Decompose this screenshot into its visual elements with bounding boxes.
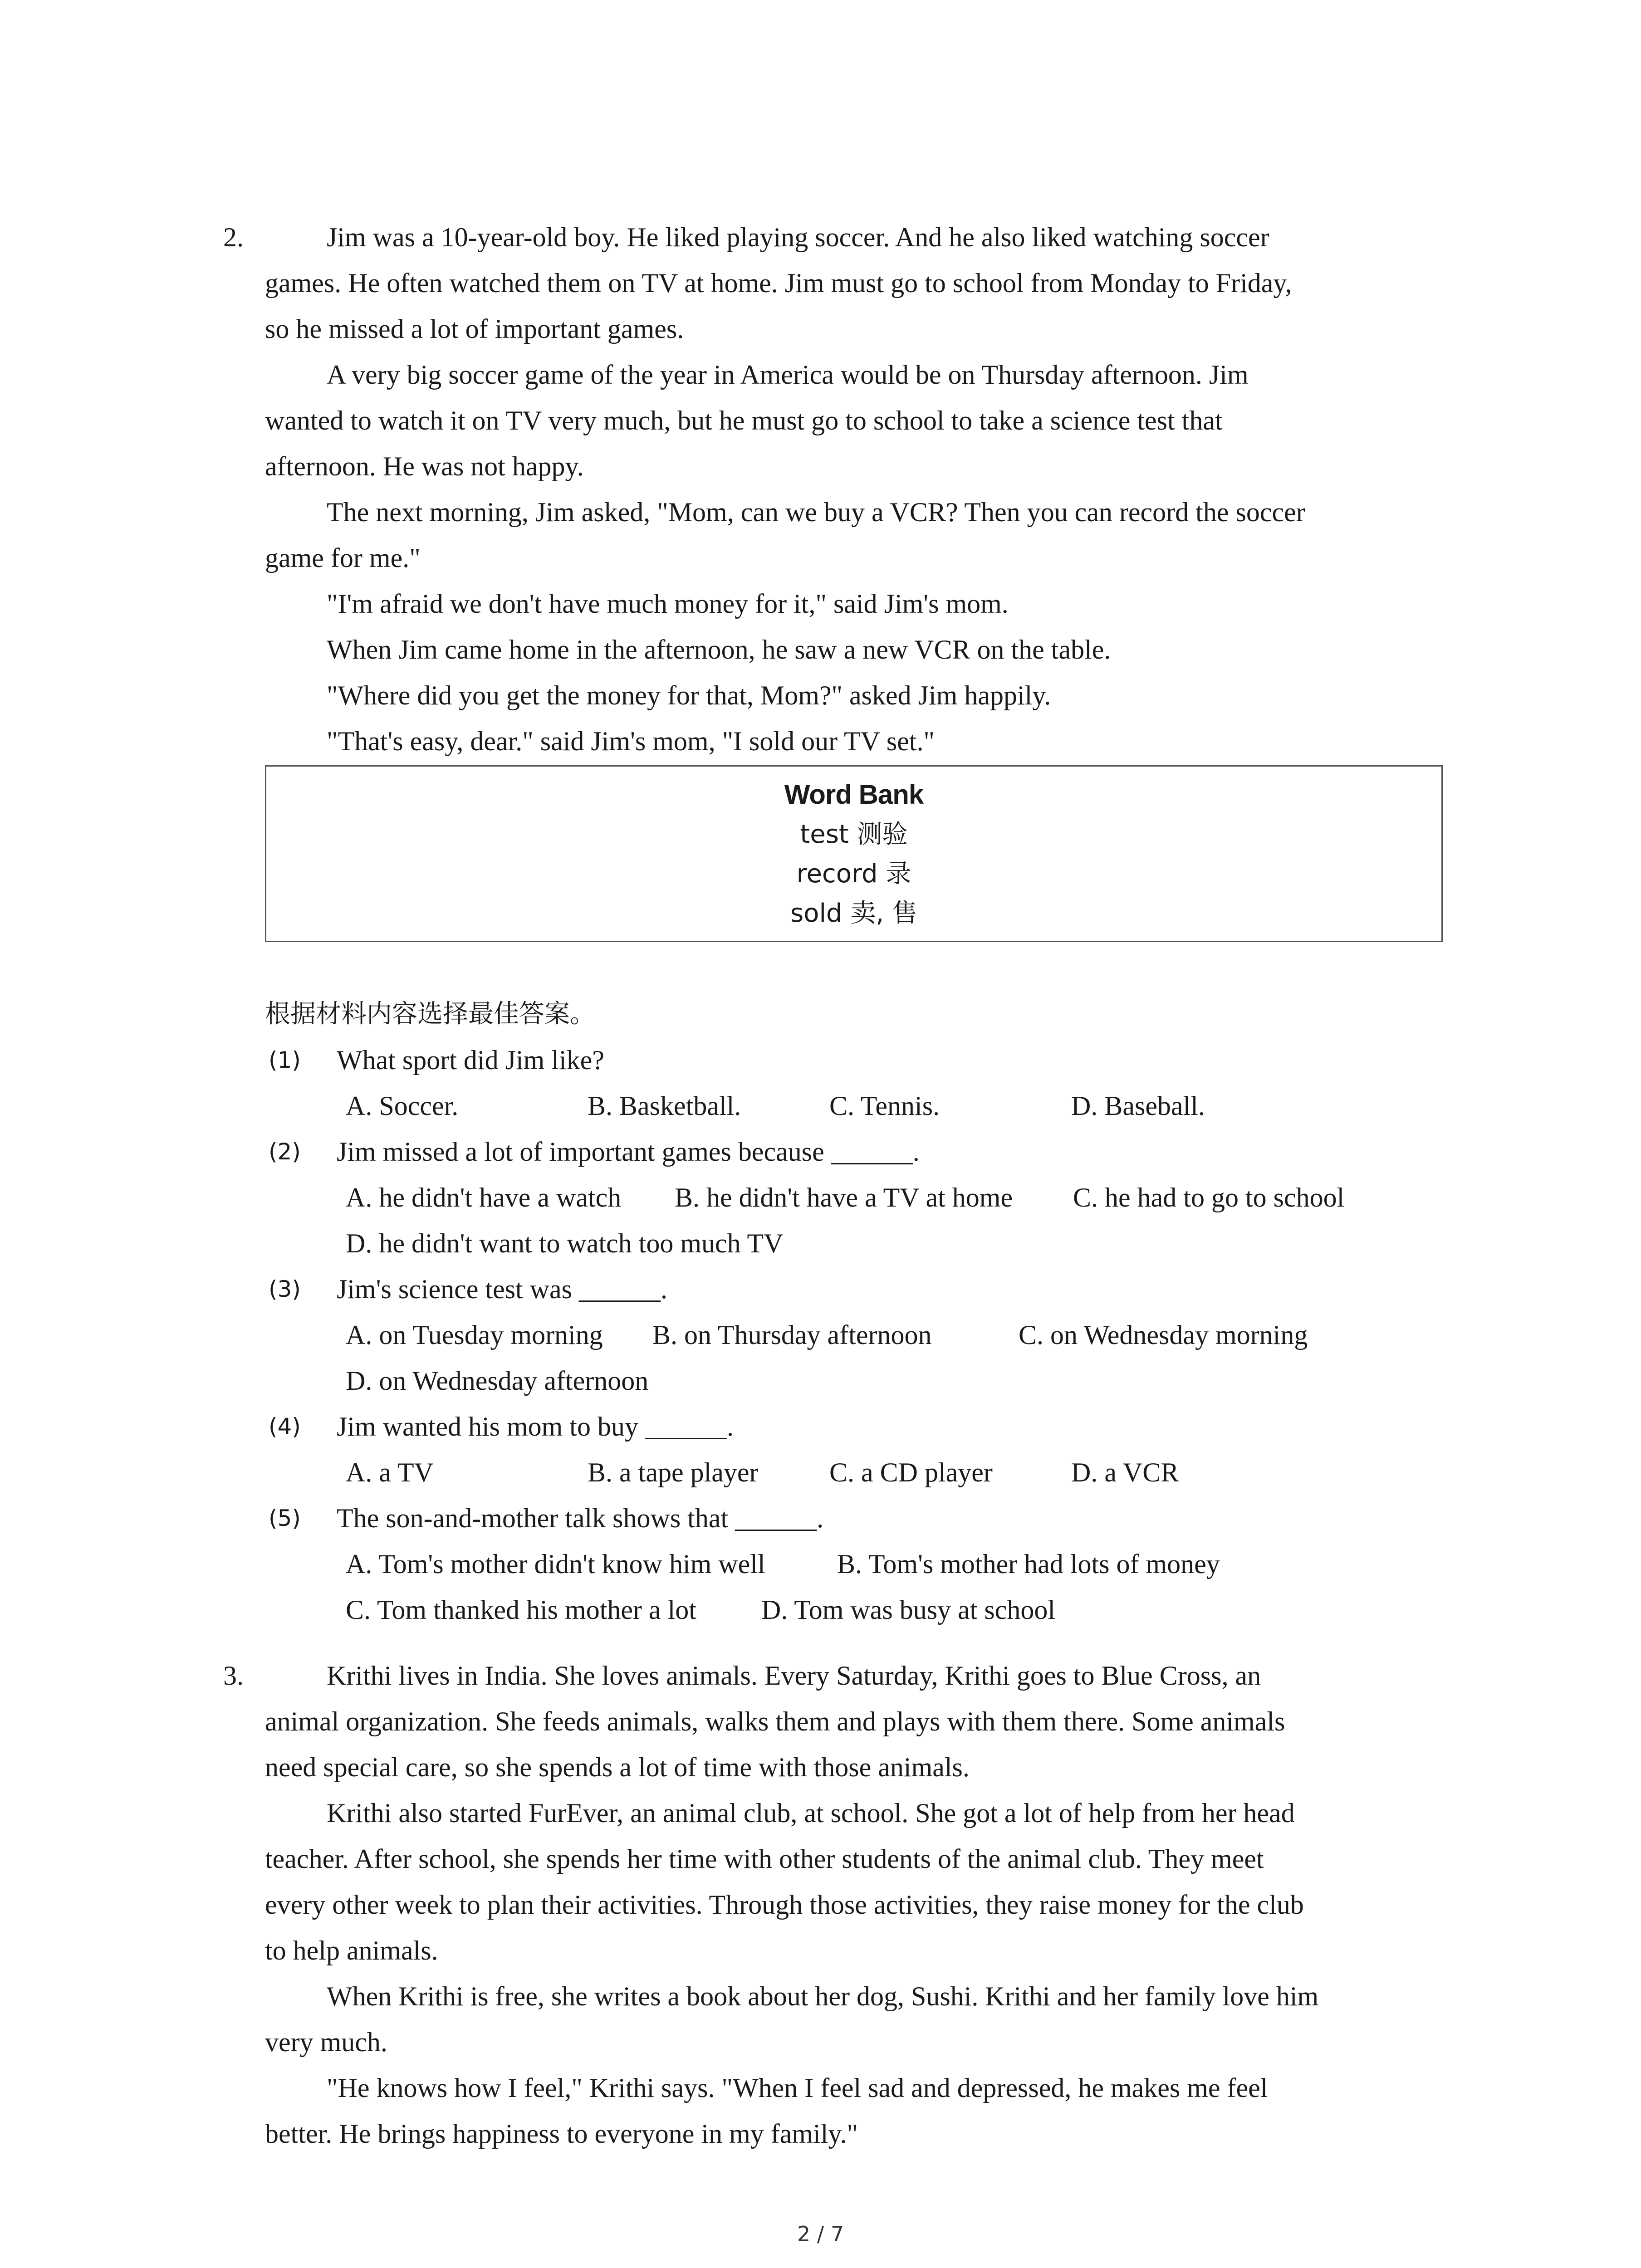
- passage-line: games. He often watched them on TV at home. Jim must go to school from Monday to Friday,: [265, 268, 1292, 298]
- answer-option: D. a VCR: [1071, 1457, 1179, 1487]
- passage-line: Jim was a 10-year-old boy. He liked playing soccer. And he also liked watching soccer: [327, 222, 1269, 252]
- answer-option: B. he didn't have a TV at home: [675, 1183, 1013, 1212]
- passage-line: "He knows how I feel," Krithi says. "When I feel sad and depressed, he makes me feel: [327, 2073, 1268, 2103]
- answer-option: A. Tom's mother didn't know him well: [346, 1549, 765, 1579]
- sub-question-text: The son-and-mother talk shows that ______.: [337, 1503, 824, 1533]
- answer-option: A. he didn't have a watch: [346, 1183, 622, 1212]
- passage-line: so he missed a lot of important games.: [265, 314, 684, 344]
- passage-line: need special care, so she spends a lot of time with those animals.: [265, 1752, 970, 1782]
- sub-question-text: Jim missed a lot of important games because ______.: [337, 1137, 920, 1167]
- passage-line: animal organization. She feeds animals, walks them and plays with them there. Some animals: [265, 1706, 1285, 1736]
- answer-option: B. a tape player: [588, 1457, 759, 1487]
- sub-question-number: (2): [269, 1139, 301, 1165]
- passage-line: "That's easy, dear." said Jim's mom, "I sold our TV set.": [327, 726, 935, 756]
- passage-line: "Where did you get the money for that, Mom?" asked Jim happily.: [327, 680, 1051, 710]
- passage-line: wanted to watch it on TV very much, but he must go to school to take a science test that: [265, 406, 1223, 435]
- passage-line: "I'm afraid we don't have much money for it," said Jim's mom.: [327, 589, 1009, 619]
- passage-line: teacher. After school, she spends her time with other students of the animal club. They meet: [265, 1844, 1264, 1874]
- answer-option: A. a TV: [346, 1457, 434, 1487]
- question-number: 3.: [223, 1661, 244, 1691]
- answer-option: A. Soccer.: [346, 1091, 459, 1121]
- word-bank-title: Word Bank: [784, 779, 924, 810]
- sub-question-text: Jim's science test was ______.: [337, 1274, 668, 1304]
- passage-line: The next morning, Jim asked, "Mom, can we buy a VCR? Then you can record the soccer: [327, 497, 1305, 527]
- passage-line: very much.: [265, 2027, 387, 2057]
- word-bank-entry: test 测验: [800, 820, 908, 849]
- passage-line: When Krithi is free, she writes a book about her dog, Sushi. Krithi and her family love him: [327, 1981, 1319, 2011]
- answer-option: D. he didn't want to watch too much TV: [346, 1228, 784, 1258]
- answer-option: B. on Thursday afternoon: [652, 1320, 932, 1350]
- answer-option: D. on Wednesday afternoon: [346, 1366, 649, 1396]
- page-number: 2 / 7: [797, 2222, 844, 2246]
- passage-line: better. He brings happiness to everyone in my family.": [265, 2119, 858, 2149]
- passage-line: game for me.": [265, 543, 421, 573]
- sub-question-text: Jim wanted his mom to buy ______.: [337, 1412, 734, 1442]
- answer-option: C. he had to go to school: [1073, 1183, 1345, 1212]
- answer-option: D. Tom was busy at school: [761, 1595, 1055, 1625]
- passage-line: When Jim came home in the afternoon, he saw a new VCR on the table.: [327, 635, 1111, 665]
- passage-line: afternoon. He was not happy.: [265, 451, 584, 481]
- answer-option: B. Basketball.: [588, 1091, 741, 1121]
- answer-option: C. on Wednesday morning: [1019, 1320, 1308, 1350]
- passage-line: A very big soccer game of the year in America would be on Thursday afternoon. Jim: [327, 360, 1249, 390]
- passage-line: Krithi lives in India. She loves animals. Every Saturday, Krithi goes to Blue Cross, an: [327, 1661, 1261, 1691]
- passage-line: to help animals.: [265, 1936, 438, 1965]
- question-number: 2.: [223, 222, 244, 252]
- answer-option: C. Tom thanked his mother a lot: [346, 1595, 696, 1625]
- word-bank-entry: record 录: [796, 859, 911, 889]
- sub-question-text: What sport did Jim like?: [337, 1045, 604, 1075]
- passage-line: every other week to plan their activities. Through those activities, they raise money for the club: [265, 1890, 1304, 1920]
- instruction-text: 根据材料内容选择最佳答案。: [265, 999, 595, 1029]
- sub-question-number: (5): [269, 1505, 301, 1531]
- answer-option: C. Tennis.: [829, 1091, 940, 1121]
- answer-option: D. Baseball.: [1071, 1091, 1205, 1121]
- passage-line: Krithi also started FurEver, an animal club, at school. She got a lot of help from her head: [327, 1798, 1295, 1828]
- answer-option: B. Tom's mother had lots of money: [837, 1549, 1220, 1579]
- sub-question-number: (4): [269, 1413, 301, 1440]
- sub-question-number: (3): [269, 1276, 301, 1302]
- answer-option: A. on Tuesday morning: [346, 1320, 603, 1350]
- answer-option: C. a CD player: [829, 1457, 993, 1487]
- word-bank-entry: sold 卖, 售: [790, 899, 917, 928]
- sub-question-number: (1): [269, 1047, 301, 1073]
- word-bank-box: [265, 765, 1443, 942]
